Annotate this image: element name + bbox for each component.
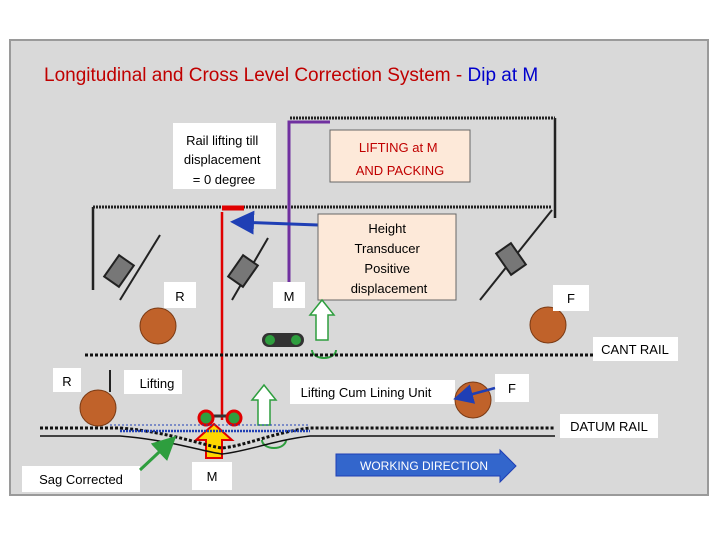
m-upper-label: M — [283, 289, 295, 304]
lifting-label: Lifting — [139, 376, 175, 391]
working-direction-label: WORKING DIRECTION — [360, 459, 488, 473]
trolley-wheel-left — [265, 335, 275, 345]
cant-rail-label: CANT RAIL — [601, 342, 669, 357]
sag-corrected-label: Sag Corrected — [39, 472, 123, 487]
f-upper-label: F — [567, 291, 575, 306]
lifting-hook-right — [227, 411, 241, 425]
lifting-packing-text: LIFTING at M AND PACKING — [355, 140, 445, 178]
rail-lifting-text: Rail lifting till displacement = 0 degree — [183, 133, 261, 187]
lifting-unit-label: Lifting Cum Lining Unit — [300, 385, 432, 400]
r-upper-label: R — [175, 289, 185, 304]
height-transducer-text: Height Transducer Positive displacement — [350, 221, 428, 296]
lifting-hook-left — [199, 411, 213, 425]
trolley-wheel-right — [291, 335, 301, 345]
datum-rail-label: DATUM RAIL — [570, 419, 648, 434]
m-lower-label: M — [206, 469, 218, 484]
f-lower-label: F — [508, 381, 516, 396]
wheel-upper-right — [530, 307, 566, 343]
wheel-upper-left — [140, 308, 176, 344]
wheel-lower-right — [455, 382, 491, 418]
r-lower-label: R — [62, 374, 72, 389]
wheel-lower-left — [80, 390, 116, 426]
page-title: Longitudinal and Cross Level Correction System - Dip at M — [44, 65, 539, 86]
